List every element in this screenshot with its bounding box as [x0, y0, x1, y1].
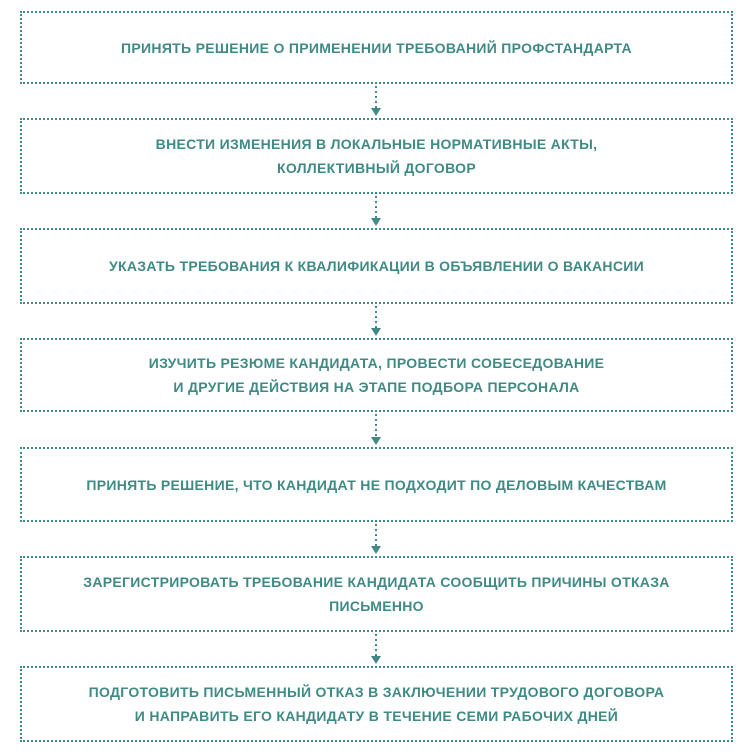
step-1-box — [20, 11, 733, 84]
arrow-down-icon — [370, 632, 382, 666]
arrow-down-icon — [370, 84, 382, 118]
arrow-down-icon — [370, 194, 382, 228]
step-2-text: ВНЕСТИ ИЗМЕНЕНИЯ В ЛОКАЛЬНЫЕ НОРМАТИВНЫЕ АКТЫ, КОЛЛЕКТИВНЫЙ ДОГОВОР — [155, 136, 598, 176]
arrow-down-icon — [370, 412, 382, 447]
step-3-box — [20, 228, 733, 304]
step-7-text: ПОДГОТОВИТЬ ПИСЬМЕННЫЙ ОТКАЗ В ЗАКЛЮЧЕНИИ ТРУДОВОГО ДОГОВОРА И НАПРАВИТЬ ЕГО КАНДИДАТУ В ТЕЧЕНИЕ СЕМИ РАБОЧИХ ДНЕЙ — [88, 684, 665, 724]
step-5-box — [20, 447, 733, 522]
arrow-3-4 — [370, 304, 382, 338]
step-5-text: ПРИНЯТЬ РЕШЕНИЕ, ЧТО КАНДИДАТ НЕ ПОДХОДИТ ПО ДЕЛОВЫМ КАЧЕСТВАМ — [86, 476, 667, 493]
arrow-2-3 — [370, 194, 382, 228]
arrow-6-7 — [370, 632, 382, 666]
step-4-text: ИЗУЧИТЬ РЕЗЮМЕ КАНДИДАТА, ПРОВЕСТИ СОБЕСЕДОВАНИЕ И ДРУГИЕ ДЕЙСТВИЯ НА ЭТАПЕ ПОДБОРА ПЕРСОНАЛА — [148, 355, 605, 395]
step-6-text: ЗАРЕГИСТРИРОВАТЬ ТРЕБОВАНИЕ КАНДИДАТА СООБЩИТЬ ПРИЧИНЫ ОТКАЗА ПИСЬМЕННО — [83, 574, 670, 614]
step-7-box — [20, 666, 733, 742]
arrow-1-2 — [370, 84, 382, 118]
step-6-box — [20, 556, 733, 632]
step-1-text: ПРИНЯТЬ РЕШЕНИЕ О ПРИМЕНЕНИИ ТРЕБОВАНИЙ ПРОФСТАНДАРТА — [121, 39, 632, 56]
arrow-down-icon — [370, 304, 382, 338]
arrow-down-icon — [370, 522, 382, 556]
step-2-box — [20, 118, 733, 194]
step-4-box — [20, 338, 733, 412]
arrow-5-6 — [370, 522, 382, 556]
step-3-text: УКАЗАТЬ ТРЕБОВАНИЯ К КВАЛИФИКАЦИИ В ОБЪЯВЛЕНИИ О ВАКАНСИИ — [109, 258, 644, 274]
arrow-4-5 — [370, 412, 382, 447]
